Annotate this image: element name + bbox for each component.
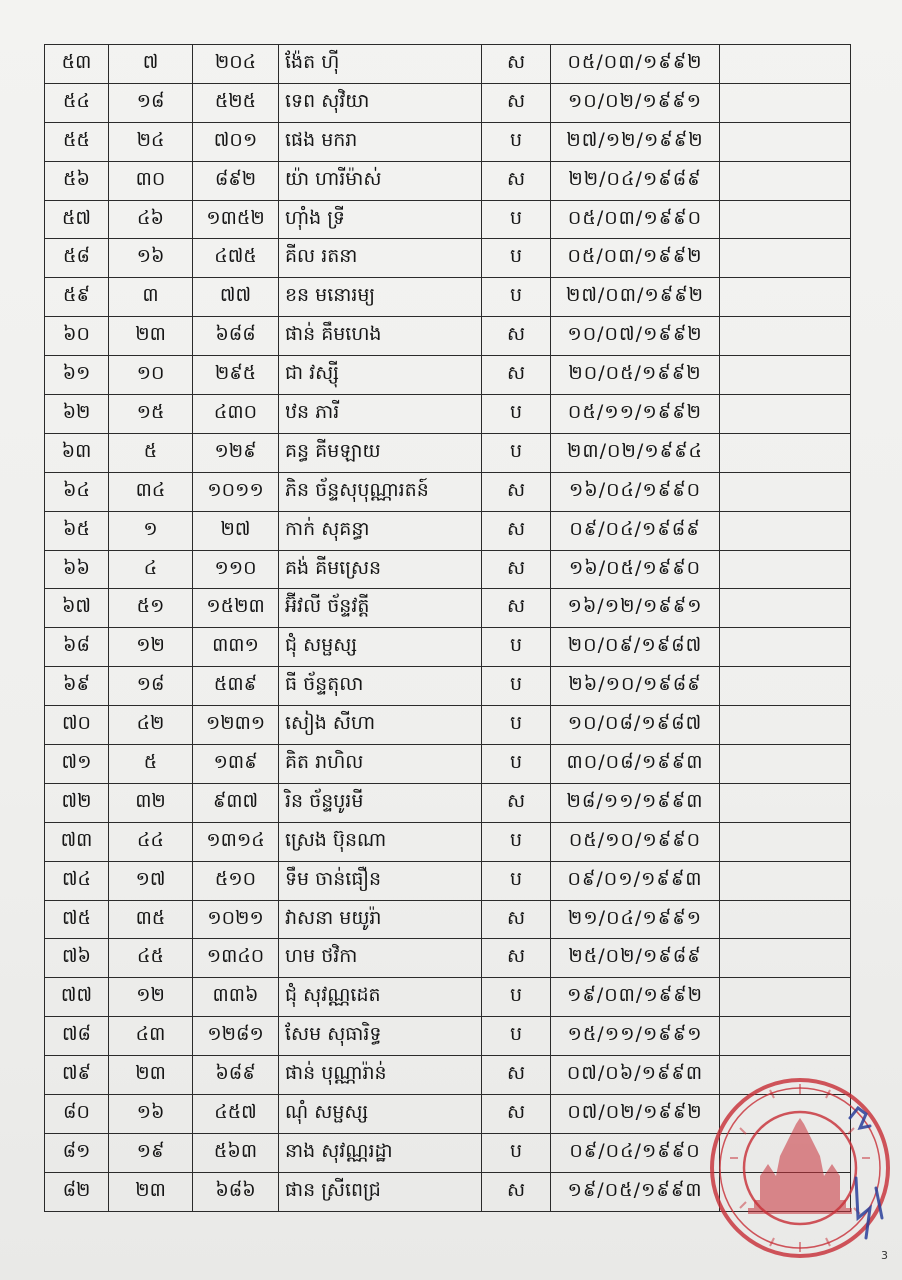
- table-row: [45, 122, 851, 161]
- column-3-cell: ១៣១៤: [193, 822, 279, 861]
- table-row: [45, 939, 851, 978]
- column-2-cell: ៧: [109, 45, 193, 84]
- column-2-cell: ១៨: [109, 83, 193, 122]
- row-number-cell: ៦៣: [45, 433, 109, 472]
- name-cell: ជា វស្ស៊ី: [279, 356, 482, 395]
- note-cell: [720, 783, 851, 822]
- column-3-cell: ៧៧: [193, 278, 279, 317]
- name-cell: ផេង មករា: [279, 122, 482, 161]
- date-of-birth-cell: ០៩/០៤/១៩៩០: [551, 1133, 720, 1172]
- row-number-cell: ៦២: [45, 395, 109, 434]
- note-cell: [720, 822, 851, 861]
- row-number-cell: ៧៨: [45, 1017, 109, 1056]
- sex-cell: ប: [482, 745, 551, 784]
- table-row: [45, 317, 851, 356]
- table-row: [45, 83, 851, 122]
- column-3-cell: ៧០១: [193, 122, 279, 161]
- column-3-cell: ២៩៥: [193, 356, 279, 395]
- row-number-cell: ៧៩: [45, 1056, 109, 1095]
- table-row: [45, 200, 851, 239]
- name-cell: ង៉ែត ហ៊ី: [279, 45, 482, 84]
- date-of-birth-cell: ០៥/០៣/១៩៩២: [551, 239, 720, 278]
- column-3-cell: ១២៨១: [193, 1017, 279, 1056]
- column-3-cell: ៤៧៥: [193, 239, 279, 278]
- note-cell: [720, 356, 851, 395]
- row-number-cell: ៥៤: [45, 83, 109, 122]
- table-row: [45, 978, 851, 1017]
- column-3-cell: ១១០: [193, 550, 279, 589]
- row-number-cell: ៧៥: [45, 900, 109, 939]
- row-number-cell: ៥៣: [45, 45, 109, 84]
- date-of-birth-cell: ១៩/០៥/១៩៩៣: [551, 1172, 720, 1211]
- column-2-cell: ៤៣: [109, 1017, 193, 1056]
- table-row: [45, 356, 851, 395]
- column-3-cell: ៦៨៩: [193, 1056, 279, 1095]
- column-3-cell: ១៣៩: [193, 745, 279, 784]
- note-cell: [720, 239, 851, 278]
- note-cell: [720, 395, 851, 434]
- official-seal: [700, 1068, 900, 1268]
- table-row: [45, 745, 851, 784]
- row-number-cell: ៨០: [45, 1095, 109, 1134]
- sex-cell: ស: [482, 161, 551, 200]
- note-cell: [720, 589, 851, 628]
- row-number-cell: ៧៣: [45, 822, 109, 861]
- date-of-birth-cell: ១៦/០៤/១៩៩០: [551, 472, 720, 511]
- table-row: [45, 861, 851, 900]
- roster-table: [44, 44, 851, 1212]
- column-2-cell: ៥១: [109, 589, 193, 628]
- date-of-birth-cell: ២៦/១០/១៩៨៩: [551, 667, 720, 706]
- column-2-cell: ២៣: [109, 1172, 193, 1211]
- table-row: [45, 278, 851, 317]
- name-cell: កាក់ សុគន្ធា: [279, 511, 482, 550]
- sex-cell: ស: [482, 317, 551, 356]
- column-2-cell: ៣០: [109, 161, 193, 200]
- note-cell: [720, 433, 851, 472]
- column-2-cell: ៤២: [109, 706, 193, 745]
- table-row: [45, 472, 851, 511]
- column-2-cell: ១៦: [109, 1095, 193, 1134]
- sex-cell: ប: [482, 278, 551, 317]
- column-3-cell: ៩៣៧: [193, 783, 279, 822]
- column-3-cell: ៤៣០: [193, 395, 279, 434]
- column-3-cell: ១៣៥២: [193, 200, 279, 239]
- date-of-birth-cell: ១៦/០៥/១៩៩០: [551, 550, 720, 589]
- date-of-birth-cell: ២៧/១២/១៩៩២: [551, 122, 720, 161]
- table-row: [45, 433, 851, 472]
- column-2-cell: ៥: [109, 745, 193, 784]
- row-number-cell: ៨២: [45, 1172, 109, 1211]
- note-cell: [720, 317, 851, 356]
- column-2-cell: ៣២: [109, 783, 193, 822]
- name-cell: ផាន់ បុណ្ណារ៉ាន់: [279, 1056, 482, 1095]
- column-3-cell: ១៣៤០: [193, 939, 279, 978]
- column-3-cell: ៦៨៨: [193, 317, 279, 356]
- column-2-cell: ២៣: [109, 1056, 193, 1095]
- column-3-cell: ៦៨៦: [193, 1172, 279, 1211]
- sex-cell: ស: [482, 356, 551, 395]
- column-2-cell: ៤៤: [109, 822, 193, 861]
- row-number-cell: ៦៦: [45, 550, 109, 589]
- sex-cell: ស: [482, 939, 551, 978]
- sex-cell: ស: [482, 511, 551, 550]
- column-3-cell: ៥៦៣: [193, 1133, 279, 1172]
- name-cell: ធី ច័ន្ទតុលា: [279, 667, 482, 706]
- date-of-birth-cell: ០៥/០៣/១៩៩២: [551, 45, 720, 84]
- date-of-birth-cell: ០៥/០៣/១៩៩០: [551, 200, 720, 239]
- name-cell: គន្ធ គីមឡាយ: [279, 433, 482, 472]
- column-2-cell: ៤៥: [109, 939, 193, 978]
- column-2-cell: ១៧: [109, 861, 193, 900]
- roster-body: [45, 45, 851, 1212]
- row-number-cell: ៥៥: [45, 122, 109, 161]
- name-cell: គង់ គីមស្រេន: [279, 550, 482, 589]
- sex-cell: ស: [482, 83, 551, 122]
- date-of-birth-cell: ១៥/១១/១៩៩១: [551, 1017, 720, 1056]
- note-cell: [720, 122, 851, 161]
- date-of-birth-cell: ២៨/១១/១៩៩៣: [551, 783, 720, 822]
- column-3-cell: ៣៣៦: [193, 978, 279, 1017]
- row-number-cell: ៨១: [45, 1133, 109, 1172]
- sex-cell: ប: [482, 822, 551, 861]
- date-of-birth-cell: ០៥/១០/១៩៩០: [551, 822, 720, 861]
- table-row: [45, 239, 851, 278]
- table-row: [45, 900, 851, 939]
- column-2-cell: ៥: [109, 433, 193, 472]
- column-3-cell: ៥៣៩: [193, 667, 279, 706]
- note-cell: [720, 667, 851, 706]
- column-3-cell: ៥១០: [193, 861, 279, 900]
- table-row: [45, 45, 851, 84]
- note-cell: [720, 939, 851, 978]
- column-3-cell: ៤៥៧: [193, 1095, 279, 1134]
- sex-cell: ស: [482, 589, 551, 628]
- name-cell: សែម សុធារិទ្ធ: [279, 1017, 482, 1056]
- name-cell: ឋន ភារី: [279, 395, 482, 434]
- name-cell: រិន ច័ន្ទបូរមី: [279, 783, 482, 822]
- name-cell: ផាន ស្រីពេជ្រ: [279, 1172, 482, 1211]
- column-2-cell: ១២: [109, 628, 193, 667]
- note-cell: [720, 278, 851, 317]
- sex-cell: ប: [482, 433, 551, 472]
- name-cell: ស្រេង ប៊ុនណា: [279, 822, 482, 861]
- note-cell: [720, 472, 851, 511]
- row-number-cell: ៦៥: [45, 511, 109, 550]
- sex-cell: ស: [482, 1056, 551, 1095]
- page-number: 3: [881, 1249, 888, 1262]
- sex-cell: ប: [482, 200, 551, 239]
- name-cell: ហម ថវិកា: [279, 939, 482, 978]
- column-3-cell: ២៧: [193, 511, 279, 550]
- table-row: [45, 667, 851, 706]
- row-number-cell: ៧៦: [45, 939, 109, 978]
- date-of-birth-cell: ០៧/០៦/១៩៩៣: [551, 1056, 720, 1095]
- date-of-birth-cell: ២២/០៤/១៩៨៩: [551, 161, 720, 200]
- note-cell: [720, 550, 851, 589]
- sex-cell: ប: [482, 122, 551, 161]
- name-cell: ជុំ សម្ផស្ស: [279, 628, 482, 667]
- column-2-cell: ៤: [109, 550, 193, 589]
- sex-cell: ប: [482, 861, 551, 900]
- table-row: [45, 706, 851, 745]
- note-cell: [720, 45, 851, 84]
- note-cell: [720, 978, 851, 1017]
- sex-cell: ប: [482, 395, 551, 434]
- sex-cell: ស: [482, 550, 551, 589]
- note-cell: [720, 706, 851, 745]
- sex-cell: ស: [482, 45, 551, 84]
- column-3-cell: ៥២៥: [193, 83, 279, 122]
- name-cell: វាសនា មយូរ៉ា: [279, 900, 482, 939]
- date-of-birth-cell: ២៥/០២/១៩៨៩: [551, 939, 720, 978]
- column-2-cell: ៣៤: [109, 472, 193, 511]
- name-cell: ភិន ច័ន្ទសុបុណ្ណារតន៍: [279, 472, 482, 511]
- row-number-cell: ៧៤: [45, 861, 109, 900]
- table-row: [45, 1017, 851, 1056]
- name-cell: សៀង សីហា: [279, 706, 482, 745]
- table-row: [45, 511, 851, 550]
- sex-cell: ប: [482, 1133, 551, 1172]
- row-number-cell: ៧០: [45, 706, 109, 745]
- name-cell: អ៊ីវលី ច័ន្ទវត្តី: [279, 589, 482, 628]
- table-row: [45, 628, 851, 667]
- column-2-cell: ២៤: [109, 122, 193, 161]
- name-cell: នាង សុវណ្ណរដ្ឋា: [279, 1133, 482, 1172]
- note-cell: [720, 745, 851, 784]
- date-of-birth-cell: ០៩/០១/១៩៩៣: [551, 861, 720, 900]
- column-3-cell: ១៥២៣: [193, 589, 279, 628]
- column-2-cell: ១០: [109, 356, 193, 395]
- name-cell: ជុំ សុវណ្ណដេត: [279, 978, 482, 1017]
- date-of-birth-cell: ៣០/០៨/១៩៩៣: [551, 745, 720, 784]
- name-cell: ផាន់ គឹមហេង: [279, 317, 482, 356]
- name-cell: គិត រាហិល: [279, 745, 482, 784]
- row-number-cell: ៧១: [45, 745, 109, 784]
- row-number-cell: ៥៦: [45, 161, 109, 200]
- note-cell: [720, 83, 851, 122]
- note-cell: [720, 861, 851, 900]
- column-2-cell: ១៨: [109, 667, 193, 706]
- name-cell: ទេព សុវិយា: [279, 83, 482, 122]
- note-cell: [720, 161, 851, 200]
- name-cell: ណុំ សម្ផស្ស: [279, 1095, 482, 1134]
- sex-cell: ប: [482, 239, 551, 278]
- row-number-cell: ៧២: [45, 783, 109, 822]
- table-row: [45, 550, 851, 589]
- name-cell: គីល រតនា: [279, 239, 482, 278]
- row-number-cell: ៥៩: [45, 278, 109, 317]
- column-2-cell: ១: [109, 511, 193, 550]
- date-of-birth-cell: ១៦/១២/១៩៩១: [551, 589, 720, 628]
- column-3-cell: ២០៤: [193, 45, 279, 84]
- table-row: [45, 822, 851, 861]
- table-row: [45, 161, 851, 200]
- date-of-birth-cell: ២៣/០២/១៩៩៤: [551, 433, 720, 472]
- date-of-birth-cell: ២០/០៩/១៩៨៧: [551, 628, 720, 667]
- sex-cell: ប: [482, 706, 551, 745]
- row-number-cell: ៥៧: [45, 200, 109, 239]
- note-cell: [720, 200, 851, 239]
- sex-cell: ស: [482, 1172, 551, 1211]
- date-of-birth-cell: ១០/០២/១៩៩១: [551, 83, 720, 122]
- row-number-cell: ៦៧: [45, 589, 109, 628]
- date-of-birth-cell: ២៧/០៣/១៩៩២: [551, 278, 720, 317]
- note-cell: [720, 900, 851, 939]
- column-2-cell: ១៦: [109, 239, 193, 278]
- column-3-cell: ៣៣១: [193, 628, 279, 667]
- table-row: [45, 589, 851, 628]
- column-3-cell: ៨៩២: [193, 161, 279, 200]
- date-of-birth-cell: ១៩/០៣/១៩៩២: [551, 978, 720, 1017]
- row-number-cell: ៦៤: [45, 472, 109, 511]
- date-of-birth-cell: ១០/០៨/១៩៨៧: [551, 706, 720, 745]
- column-2-cell: ៣: [109, 278, 193, 317]
- sex-cell: ប: [482, 628, 551, 667]
- sex-cell: ប: [482, 1017, 551, 1056]
- sex-cell: ស: [482, 472, 551, 511]
- date-of-birth-cell: ០៩/០៤/១៩៨៩: [551, 511, 720, 550]
- column-2-cell: ៤៦: [109, 200, 193, 239]
- sex-cell: ស: [482, 900, 551, 939]
- column-2-cell: ២៣: [109, 317, 193, 356]
- row-number-cell: ៦៨: [45, 628, 109, 667]
- sex-cell: ស: [482, 1095, 551, 1134]
- row-number-cell: ៦៩: [45, 667, 109, 706]
- note-cell: [720, 628, 851, 667]
- column-3-cell: ១២៩: [193, 433, 279, 472]
- column-3-cell: ១០១១: [193, 472, 279, 511]
- row-number-cell: ៦១: [45, 356, 109, 395]
- date-of-birth-cell: ២១/០៤/១៩៩១: [551, 900, 720, 939]
- column-2-cell: ១៩: [109, 1133, 193, 1172]
- name-cell: យ៉ា ហារីម៉ាស់: [279, 161, 482, 200]
- date-of-birth-cell: ០៥/១១/១៩៩២: [551, 395, 720, 434]
- column-3-cell: ១២៣១: [193, 706, 279, 745]
- column-3-cell: ១០២១: [193, 900, 279, 939]
- sex-cell: ប: [482, 667, 551, 706]
- table-row: [45, 783, 851, 822]
- date-of-birth-cell: ០៧/០២/១៩៩២: [551, 1095, 720, 1134]
- table-row: [45, 395, 851, 434]
- name-cell: ទឹម ចាន់ធឿន: [279, 861, 482, 900]
- sex-cell: ប: [482, 978, 551, 1017]
- column-2-cell: ១៥: [109, 395, 193, 434]
- date-of-birth-cell: ២០/០៥/១៩៩២: [551, 356, 720, 395]
- sex-cell: ស: [482, 783, 551, 822]
- row-number-cell: ៧៧: [45, 978, 109, 1017]
- column-2-cell: ១២: [109, 978, 193, 1017]
- name-cell: ហ៊ាំង ទ្រី: [279, 200, 482, 239]
- row-number-cell: ៦០: [45, 317, 109, 356]
- name-cell: ខន មនោរម្យ: [279, 278, 482, 317]
- note-cell: [720, 511, 851, 550]
- row-number-cell: ៥៨: [45, 239, 109, 278]
- note-cell: [720, 1017, 851, 1056]
- date-of-birth-cell: ១០/០៧/១៩៩២: [551, 317, 720, 356]
- column-2-cell: ៣៥: [109, 900, 193, 939]
